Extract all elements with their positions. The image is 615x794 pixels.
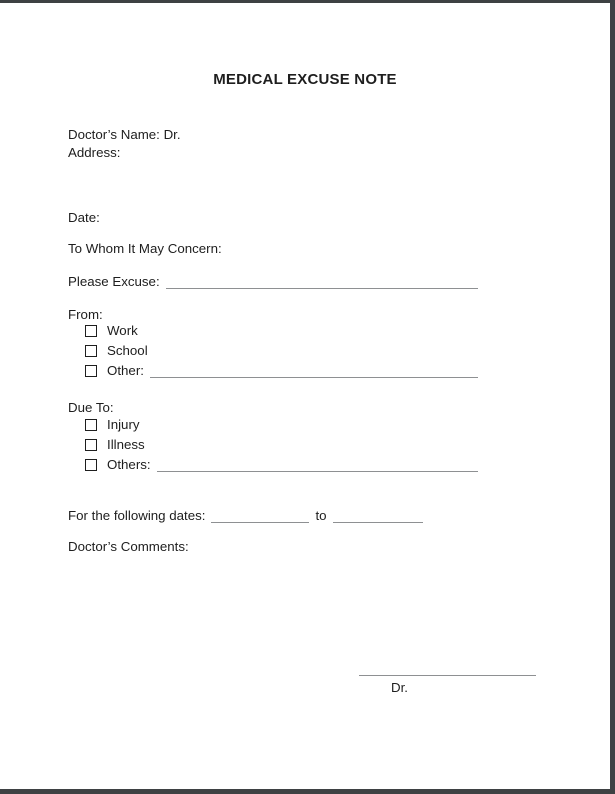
dates-connector: to xyxy=(315,508,327,523)
dates-row xyxy=(68,508,423,523)
injury-checkbox[interactable] xyxy=(85,419,97,431)
date-from-blank-line xyxy=(211,509,309,523)
others-blank-line xyxy=(157,458,478,472)
document-page xyxy=(0,3,610,789)
date-label: Date: xyxy=(68,210,100,225)
other-blank-line xyxy=(150,364,478,378)
illness-label: Illness xyxy=(107,437,145,452)
doctor-name-label: Doctor’s Name: Dr. xyxy=(68,127,181,142)
others-checkbox[interactable] xyxy=(85,459,97,471)
dates-label: For the following dates: xyxy=(68,508,206,523)
from-option-work xyxy=(85,323,138,338)
due-to-section-label: Due To: xyxy=(68,400,114,415)
illness-checkbox[interactable] xyxy=(85,439,97,451)
please-excuse-row xyxy=(68,274,478,289)
school-label: School xyxy=(107,343,148,358)
due-to-option-injury xyxy=(85,417,140,432)
others-label: Others: xyxy=(107,457,151,472)
injury-label: Injury xyxy=(107,417,140,432)
from-option-other xyxy=(85,363,478,378)
work-checkbox[interactable] xyxy=(85,325,97,337)
from-option-school xyxy=(85,343,148,358)
comments-label: Doctor’s Comments: xyxy=(68,539,189,554)
signature-label: Dr. xyxy=(391,680,408,695)
salutation: To Whom It May Concern: xyxy=(68,241,222,256)
please-excuse-label: Please Excuse: xyxy=(68,274,160,289)
work-label: Work xyxy=(107,323,138,338)
other-checkbox[interactable] xyxy=(85,365,97,377)
due-to-option-others xyxy=(85,457,478,472)
from-section-label: From: xyxy=(68,307,103,322)
signature-blank-line xyxy=(359,675,536,676)
date-to-blank-line xyxy=(333,509,423,523)
due-to-option-illness xyxy=(85,437,145,452)
please-excuse-blank-line xyxy=(166,275,478,289)
other-label: Other: xyxy=(107,363,144,378)
address-label: Address: xyxy=(68,145,121,160)
school-checkbox[interactable] xyxy=(85,345,97,357)
document-title: MEDICAL EXCUSE NOTE xyxy=(213,71,397,88)
